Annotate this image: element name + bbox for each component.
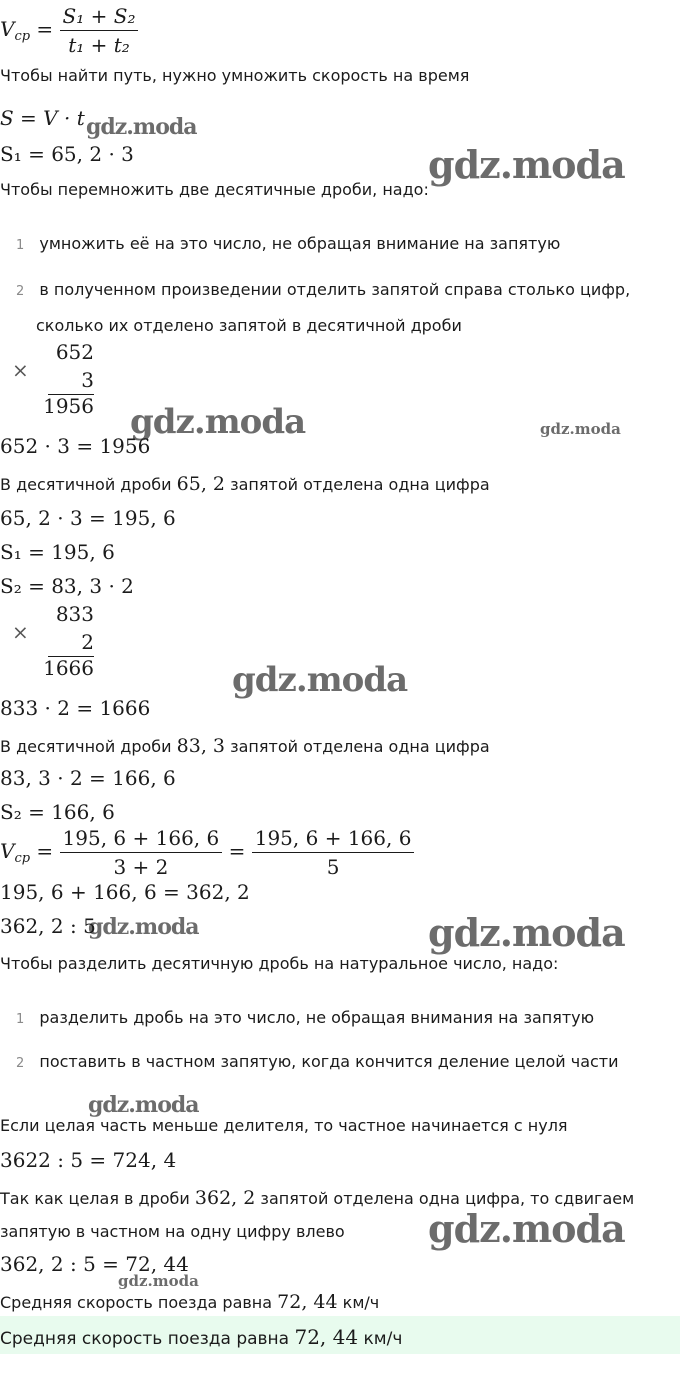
formula-average-speed: $V_{ср}$ = $\frac{\text{S₁ + S₂}}{\text{t₁ + t₂}}$ (0, 4, 138, 57)
fraction: $\frac{195, 6 + 166, 6}{3 + 2}$ (60, 826, 223, 879)
text-line: Так как целая в дроби 362, 2 запятой отделена одна цифра, то сдвигаем (0, 1187, 635, 1209)
fraction: $\frac{\text{S₁ + S₂}}{\text{t₁ + t₂}}$ (60, 4, 139, 57)
text-line: Если целая часть меньше делителя, то частное начинается с нуля (0, 1116, 568, 1135)
text-line: запятую в частном на одну цифру влево (0, 1222, 345, 1241)
text-line: Средняя скорость поезда равна 72, 44 км/ч (0, 1291, 380, 1313)
watermark: gdz.moda (86, 114, 197, 140)
list-item: 1 разделить дробь на это число, не обращая внимания на запятую (16, 1008, 595, 1027)
list-item-continuation: сколько их отделено запятой в десятичной дроби (36, 316, 462, 335)
text-line: Чтобы найти путь, нужно умножить скорость на время (0, 66, 470, 85)
text-line: В десятичной дроби 83, 3 запятой отделена одна цифра (0, 735, 490, 757)
column-multiplication: × 652 3 1956 (12, 340, 94, 418)
watermark: gdz.moda (428, 910, 625, 955)
watermark: gdz.moda (118, 1272, 199, 1290)
list-item: 2 в полученном произведении отделить запятой справа столько цифр, (16, 280, 631, 299)
formula-line: 833 · 2 = 1666 (0, 696, 151, 720)
watermark: gdz.moda (130, 402, 306, 442)
watermark: gdz.moda (428, 1206, 625, 1251)
list-item: 1 умножить её на это число, не обращая внимание на запятую (16, 234, 561, 253)
watermark: gdz.moda (428, 142, 625, 187)
formula-line: S₁ = 65, 2 · 3 (0, 142, 134, 166)
watermark: gdz.moda (540, 420, 621, 438)
watermark: gdz.moda (88, 1092, 199, 1118)
text-line: Чтобы перемножить две десятичные дроби, надо: (0, 180, 429, 199)
answer-box (0, 1316, 680, 1354)
watermark: gdz.moda (232, 660, 408, 700)
formula-line: 65, 2 · 3 = 195, 6 (0, 506, 176, 530)
list-item: 2 поставить в частном запятую, когда кончится деление целой части (16, 1052, 619, 1071)
formula-line: S = V · t (0, 106, 85, 130)
multiply-sign: × (12, 358, 29, 382)
fraction: $\frac{195, 6 + 166, 6}{5}$ (252, 826, 415, 879)
answer-text: Средняя скорость поезда равна 72, 44 км/ч (0, 1325, 403, 1349)
multiply-sign: × (12, 620, 29, 644)
watermark: gdz.moda (88, 914, 199, 940)
formula-line: 3622 : 5 = 724, 4 (0, 1148, 177, 1172)
formula-line: 362, 2 : 5 (0, 914, 96, 938)
text-line: Чтобы разделить десятичную дробь на натуральное число, надо: (0, 954, 559, 973)
formula-line: 195, 6 + 166, 6 = 362, 2 (0, 880, 250, 904)
formula-line: 362, 2 : 5 = 72, 44 (0, 1252, 189, 1276)
formula-average-speed-calc: $V_{ср}$ = $\frac{195, 6 + 166, 6}{3 + 2}$ = $\frac{195, 6 + 166, 6}{5}$ (0, 826, 414, 879)
formula-line: 652 · 3 = 1956 (0, 434, 151, 458)
formula-line: S₁ = 195, 6 (0, 540, 115, 564)
formula-line: S₂ = 166, 6 (0, 800, 115, 824)
column-multiplication: × 833 2 1666 (12, 602, 94, 680)
formula-line: S₂ = 83, 3 · 2 (0, 574, 134, 598)
formula-line: 83, 3 · 2 = 166, 6 (0, 766, 176, 790)
text-line: В десятичной дроби 65, 2 запятой отделена одна цифра (0, 473, 490, 495)
